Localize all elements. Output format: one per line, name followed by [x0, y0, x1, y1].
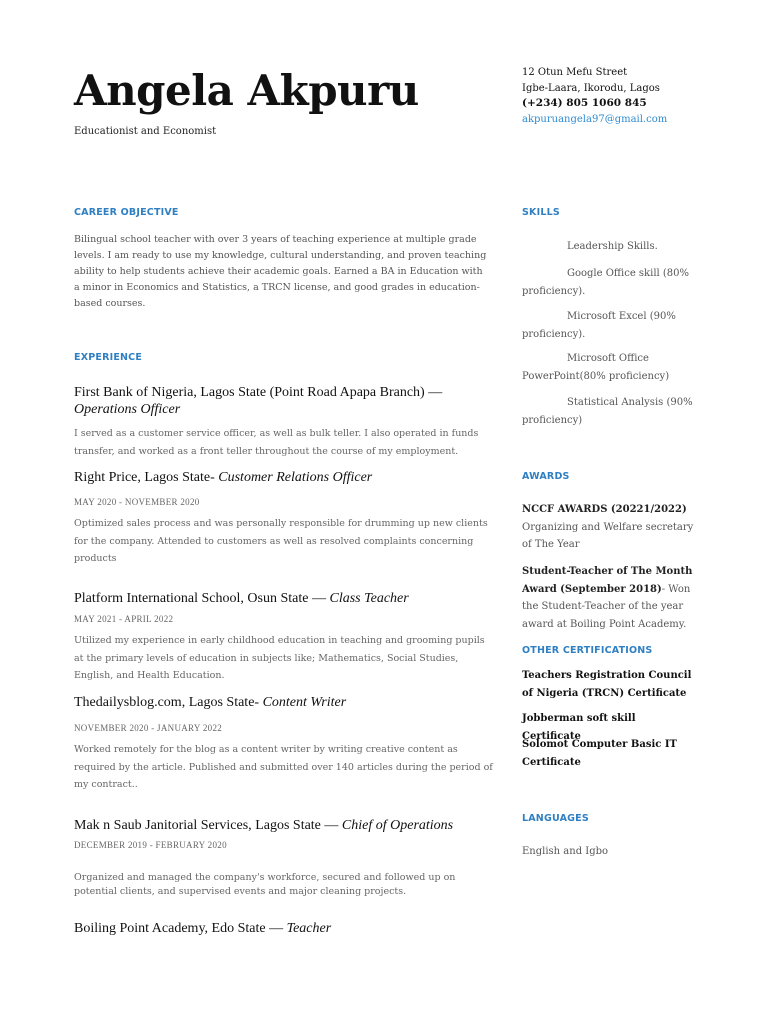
job-description: Optimized sales process and was personally responsible for drumming up new clients for the company. Attended to customers as well as resolved complaints concerning products — [74, 518, 488, 564]
career-objective-text: Bilingual school teacher with over 3 years of teaching experience at multiple grade levels. I am ready to use my knowledge, cultural understanding, and proven teaching ability to help students achieve their academic goals. Earned a BA in Education with a minor in Economics and Statistics, a TRCN license, and good grades in education-based courses. — [74, 234, 487, 309]
job-title — [74, 469, 372, 486]
job-location: Edo State — — [208, 921, 287, 936]
job-location: Osun State — — [243, 591, 330, 606]
skill-item: Microsoft Office PowerPoint(80% proficiency) — [522, 353, 670, 382]
languages-text: English and Igbo — [522, 846, 609, 857]
job-title — [74, 590, 409, 607]
email-link[interactable]: akpuruangela97@gmail.com — [522, 113, 668, 125]
address-line-1: 12 Otun Mefu Street — [522, 67, 628, 78]
award-item — [522, 501, 697, 554]
job-title — [74, 817, 453, 834]
candidate-name: Angela Akpuru — [74, 66, 419, 115]
job-dates: DECEMBER 2019 - FEBRUARY 2020 — [74, 840, 227, 850]
skill-item: Leadership Skills. — [567, 241, 658, 252]
job-title — [74, 920, 331, 937]
languages-heading: LANGUAGES — [522, 813, 589, 824]
skill-item: Google Office skill (80% proficiency). — [522, 268, 690, 297]
contact-block — [522, 65, 667, 127]
candidate-tagline: Educationist and Economist — [74, 126, 217, 137]
experience-heading: EXPERIENCE — [74, 352, 143, 363]
job-location: Lagos State (Point Road Apapa Branch) — — [196, 385, 443, 400]
award-title: Student-Teacher of The Month Award (September 2018) — [522, 566, 693, 595]
skill-item: Microsoft Excel (90% proficiency). — [522, 311, 676, 340]
job-location: Lagos State- — [140, 470, 219, 485]
certifications-heading: OTHER CERTIFICATIONS — [522, 645, 653, 656]
award-item — [522, 563, 697, 633]
certification-item: Jobberman soft skill Certificate — [522, 713, 636, 742]
job-role: Teacher — [286, 921, 332, 936]
job-role: Chief of Operations — [341, 818, 454, 833]
job-role: Customer Relations Officer — [218, 470, 373, 485]
job-description: Utilized my experience in early childhood education in teaching and grooming pupils at the primary levels of education in subjects like; Mathematics, Social Studies, English, and Health Education. — [74, 635, 485, 681]
job-company: First Bank of Nigeria, — [74, 385, 197, 400]
job-company: Right Price, — [74, 470, 141, 485]
certification-item: Solomot Computer Basic IT Certificate — [522, 739, 677, 768]
job-location: Lagos State- — [185, 695, 263, 710]
job-title — [74, 384, 494, 418]
awards-heading: AWARDS — [522, 471, 570, 482]
skill-item: Statistical Analysis (90% proficiency) — [522, 397, 693, 426]
award-text: - Won the Student-Teacher of the year award at Boiling Point Academy. — [522, 583, 691, 630]
career-objective-heading: CAREER OBJECTIVE — [74, 207, 179, 218]
job-company: Thedailysblog.com, — [74, 695, 186, 710]
certification-item: Teachers Registration Council of Nigeria (TRCN) Certificate — [522, 670, 692, 699]
job-description: I served as a customer service officer, as well as bulk teller. I also operated in funds transfer, and worked as a front teller throughout the course of my employment. — [74, 428, 479, 457]
job-description: Organized and managed the company's workforce, secured and followed up on potential clients, and supervised events and major cleaning projects. — [74, 872, 456, 897]
skills-heading: SKILLS — [522, 207, 560, 218]
address-line-2: Igbe-Laara, Ikorodu, Lagos — [522, 82, 660, 94]
job-role: Class Teacher — [329, 591, 409, 606]
job-location: Lagos State — — [251, 818, 342, 833]
award-text: Organizing and Welfare secretary of The Year — [522, 521, 694, 550]
job-description: Worked remotely for the blog as a content writer by writing creative content as required by the article. Published and submitted over 140 articles during the period of my contract.. — [74, 744, 493, 790]
job-dates: NOVEMBER 2020 - JANUARY 2022 — [74, 723, 223, 733]
job-role: Operations Officer — [74, 402, 181, 417]
job-role: Content Writer — [262, 695, 347, 710]
job-title — [74, 694, 346, 711]
phone-number: (+234) 805 1060 845 — [522, 97, 647, 109]
job-company: Boiling Point Academy, — [74, 921, 209, 936]
job-company: Mak n Saub Janitorial Services, — [74, 818, 252, 833]
job-dates: MAY 2020 - NOVEMBER 2020 — [74, 497, 200, 507]
job-company: Platform International School, — [74, 591, 244, 606]
award-title: NCCF AWARDS (20221/2022) — [522, 504, 687, 515]
job-dates: MAY 2021 - APRIL 2022 — [74, 614, 174, 624]
